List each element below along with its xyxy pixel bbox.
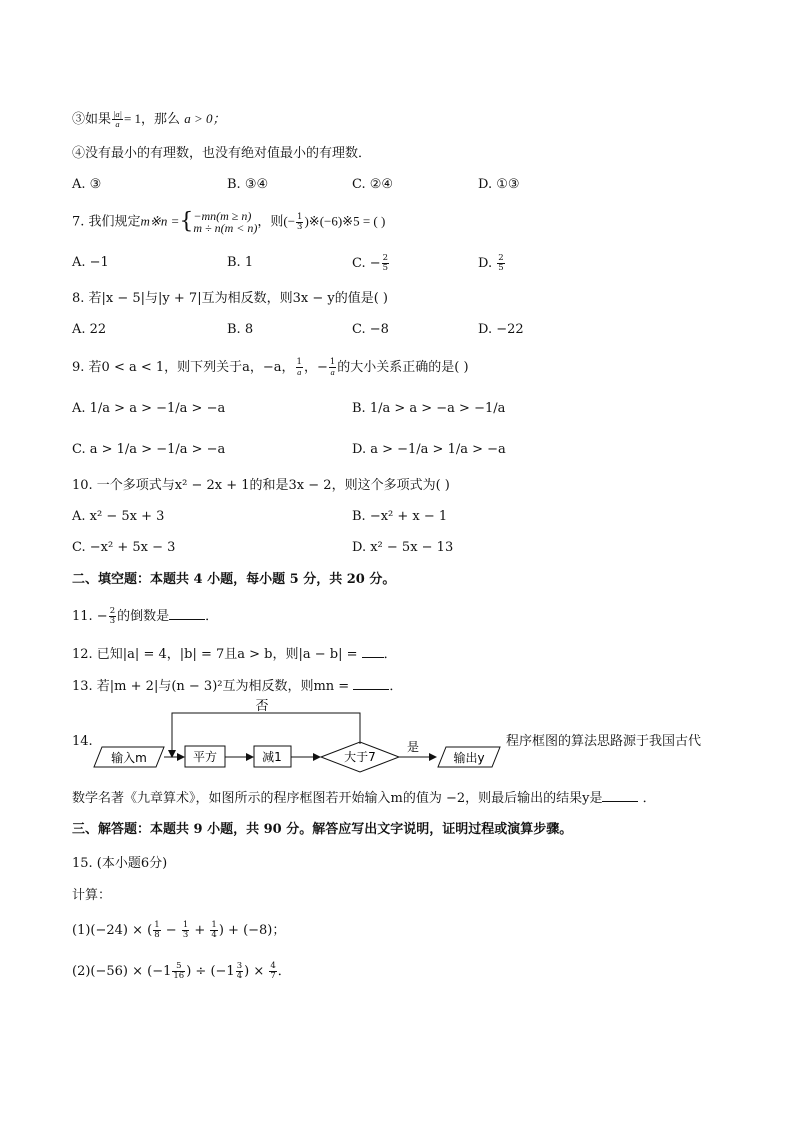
q9-option-a[interactable]: A. 1/a > a > −1/a > −a — [72, 401, 226, 416]
q14-stem-part2: 数学名著《九章算术》，如图所示的程序框图若开始输入m的值为 −2，则最后输出的结果y是 ． — [72, 791, 656, 806]
q7-option-d[interactable]: D. $\frac{2}{5}$ — [478, 253, 504, 273]
flow-decision-label: 大于7 — [344, 750, 376, 764]
q8-option-c[interactable]: C. −8 — [352, 322, 389, 337]
q7-stem: 7. 我们规定m※n ={ −mn(m ≥ n) m ÷ n(m < n) ，则(− $\frac{1}{3}$ )※(−6)※5 = ( ) — [72, 209, 386, 235]
section-3-heading: 三、解答题：本题共 9 小题，共 90 分。解答应写出文字说明，证明过程或演算步骤。 — [72, 822, 573, 837]
q9-option-d[interactable]: D. a > −1/a > 1/a > −a — [352, 442, 506, 457]
q15-part2: (2)(−56) × (−1 $\frac{5}{16}$ ) ÷ (−1 $\frac{3}{4}$ ) × $\frac{4}{7}$ ． — [72, 961, 291, 981]
flow-input-label: 输入m — [111, 751, 147, 765]
q15-part1: (1)(−24) × ( $\frac{1}{8}$ − $\frac{1}{3}$ + $\frac{1}{4}$ ) + (−8)； — [72, 920, 286, 940]
q8-option-b[interactable]: B. 8 — [227, 322, 254, 337]
q14-stem-part1: 程序框图的算法思路源于我国古代 — [506, 734, 702, 749]
section-2-heading: 二、填空题：本题共 4 小题，每小题 5 分，共 20 分。 — [72, 572, 396, 587]
q15-instruction: 计算： — [72, 888, 112, 903]
flow-output-label: 输出y — [453, 751, 485, 765]
q5-item-3: ③如果 $\frac{|a|}{a}$ = 1，那么 a > 0； — [72, 109, 226, 129]
flow-yes-label: 是 — [406, 740, 420, 754]
q9-option-c[interactable]: C. a > 1/a > −1/a > −a — [72, 442, 226, 457]
q10-option-c[interactable]: C. −x² + 5x − 3 — [72, 540, 176, 555]
q11-stem: 11. − $\frac{2}{3}$ 的倒数是 ． — [72, 606, 219, 626]
q10-option-a[interactable]: A. x² − 5x + 3 — [72, 509, 165, 524]
q5-item-4: ④没有最小的有理数，也没有绝对值最小的有理数． — [72, 146, 372, 161]
abs-a-over-a: $\frac{|a|}{a}$ — [113, 109, 122, 129]
q9-option-b[interactable]: B. 1/a > a > −a > −1/a — [352, 401, 506, 416]
flow-no-label: 否 — [255, 699, 269, 714]
q10-option-b[interactable]: B. −x² + x − 1 — [352, 509, 448, 524]
q13-answer-blank[interactable] — [353, 677, 389, 690]
q10-stem: 10. 一个多项式与x² − 2x + 1的和是3x − 2，则这个多项式为( ) — [72, 478, 450, 493]
q14-number: 14. — [72, 734, 93, 749]
flowchart — [92, 698, 502, 776]
q15-title: 15. (本小题6分) — [72, 856, 168, 871]
q5-option-c[interactable]: C. ②④ — [352, 177, 394, 192]
q7-option-a[interactable]: A. −1 — [72, 255, 109, 270]
q7-option-b[interactable]: B. 1 — [227, 255, 254, 270]
q12-stem: 12. 已知|a| = 4，|b| = 7且a > b，则|a − b| = ． — [72, 647, 397, 662]
q5-option-d[interactable]: D. ①③ — [478, 177, 520, 192]
q7-cases: −mn(m ≥ n) m ÷ n(m < n) — [193, 209, 258, 235]
q8-option-d[interactable]: D. −22 — [478, 322, 524, 337]
q8-option-a[interactable]: A. 22 — [72, 322, 107, 337]
q8-stem: 8. 若|x − 5|与|y + 7|互为相反数，则3x − y的值是( ) — [72, 291, 388, 306]
q7-option-c[interactable]: C. − $\frac{2}{5}$ — [352, 253, 389, 273]
q13-stem: 13. 若|m + 2|与(n − 3)²互为相反数，则mn = ． — [72, 679, 403, 694]
q10-option-d[interactable]: D. x² − 5x − 13 — [352, 540, 454, 555]
q12-answer-blank[interactable] — [362, 645, 384, 658]
flow-square-label: 平方 — [192, 750, 218, 764]
q11-answer-blank[interactable] — [169, 607, 205, 620]
q9-stem: 9. 若0 < a < 1，则下列关于a，−a， $\frac{1}{a}$ ，− $\frac{1}{a}$ 的大小关系正确的是( ) — [72, 357, 469, 377]
q5-option-a[interactable]: A. ③ — [72, 177, 102, 192]
q5-option-b[interactable]: B. ③④ — [227, 177, 269, 192]
flow-minus-label: 减1 — [262, 750, 282, 764]
q14-answer-blank[interactable] — [602, 789, 638, 802]
